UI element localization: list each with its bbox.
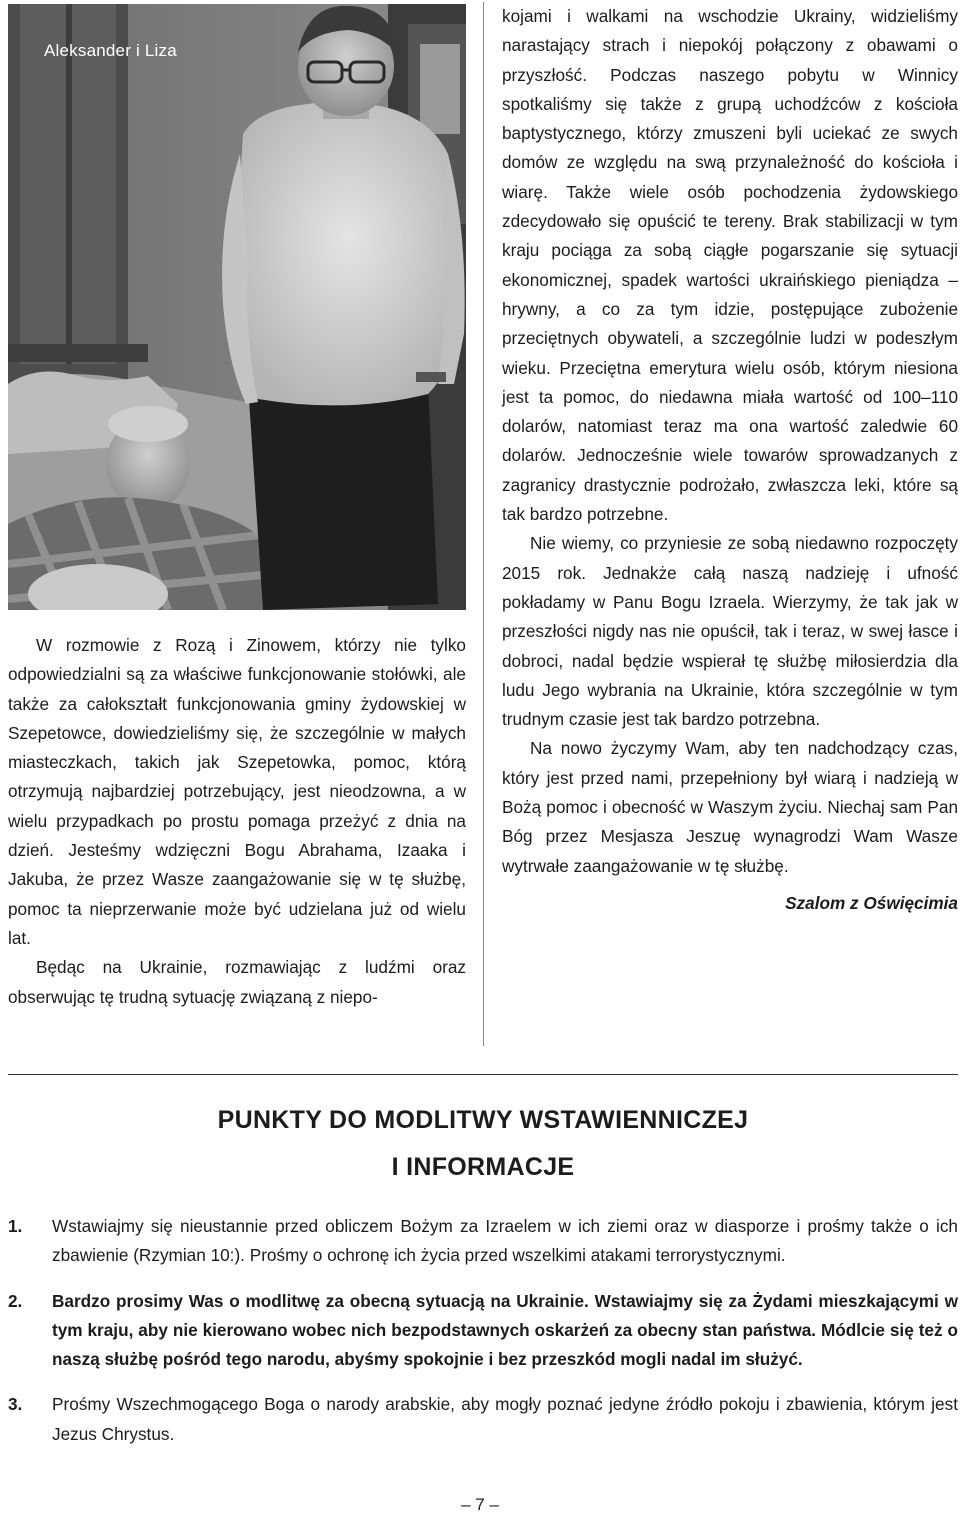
right-paragraph-2: Nie wiemy, co przyniesie ze sobą niedawno rozpoczęty 2015 rok. Jednakże całą naszą nadzieję i ufność pokładamy w Panu Bogu Izraela. Wierzymy, że tak jak w przeszłości nigdy nas nie opuścił, tak i teraz, w swej łasce i dobroci, nadal będzie wspierał tę służbę miłosierdzia dla ludu Jego wybrania na Ukrainie, która szczególnie w tym trudnym czasie jest tak bardzo potrzebna. <box>502 533 958 730</box>
left-paragraph-2: Będąc na Ukrainie, rozmawiając z ludźmi oraz obserwując tę trudną sytuację związaną z niepo- <box>8 957 466 1007</box>
section-heading <box>8 1097 958 1191</box>
right-paragraph-continuation: kojami i walkami na wschodzie Ukrainy, widzieliśmy narastający strach i niepokój połączony z obawami o przyszłość. Podczas naszego pobytu w Winnicy spotkaliśmy się także z grupą uchodźców z kościoła baptystycznego, którzy zmuszeni byli uciekać ze swych domów ze względu na swą przynależność do kościoła i wiarę. Także wiele osób pochodzenia żydowskiego zdecydowało się opuścić te tereny. Brak stabilizacji w tym kraju pociąga za sobą ciągłe pogarszanie się sytuacji ekonomicznej, spadek wartości ukraińskiego pieniądza – hrywny, a co za tym idzie, postępujące zubożenie przeciętnych obywateli, a szczególnie ludzi w podeszłym wieku. Przeciętna emerytura wielu osób, którym niesiona jest ta pomoc, do niedawna miała wartość od 100–110 dolarów, natomiast teraz ma ona wartość zaledwie 60 dolarów. Jednocześnie wiele towarów sprowadzanych z zagranicy drastycznie podrożało, zwłaszcza leki, które są tak bardzo potrzebne. <box>502 6 958 525</box>
photo-caption: Aleksander i Liza <box>44 41 177 60</box>
left-column <box>8 631 466 1012</box>
prayer-point <box>8 1390 958 1449</box>
column-divider <box>483 2 484 1046</box>
section-heading-line-2: I INFORMACJE <box>391 1153 575 1181</box>
right-paragraph-3: Na nowo życzymy Wam, aby ten nadchodzący czas, który jest przed nami, przepełniony był wiarą i nadzieją w Bożą pomoc i obecność w Waszym życiu. Niechaj sam Pan Bóg przez Mesjasza Jeszuę wynagrodzi Wam Wasze wytrwałe zaangażowanie w tę służbę. <box>502 738 958 876</box>
photo-aleksander-liza <box>8 4 466 610</box>
prayer-point-text: Bardzo prosimy Was o modlitwę za obecną sytuacją na Ukrainie. Wstawiajmy się za Żydami mieszkającymi w tym kraju, aby nie kierowano wobec nich bezpodstawnych oskarżeń za obecny stan państwa. Módlcie się też o naszą służbę pośród tego narodu, abyśmy spokojnie i bez przeszkód mogli nadal im służyć. <box>52 1290 958 1370</box>
page-number: – 7 – <box>461 1495 499 1514</box>
photo-illustration <box>8 4 466 610</box>
prayer-point-number: 3. <box>8 1394 23 1415</box>
section-heading-line-1: PUNKTY DO MODLITWY WSTAWIENNICZEJ <box>217 1106 749 1134</box>
left-paragraph-1: W rozmowie z Rozą i Zinowem, którzy nie tylko odpowiedzialni są za właściwe funkcjonowanie stołówki, ale także za całokształt funkcjonowania gminy żydowskiej w Szepetowce, dowiedzieliśmy się, że szczególnie w małych miasteczkach, takich jak Szepetowka, pomoc, którą otrzymują najbardziej potrzebujący, jest nieodzowna, a w wielu przypadkach po prostu pomaga przeżyć z dnia na dzień. Jesteśmy wdzięczni Bogu Abrahama, Izaaka i Jakuba, że przez Wasze zaangażowanie się w tę służbę, pomoc ta nieprzerwanie może być udzielana już od wielu lat. <box>8 635 466 948</box>
prayer-points-list <box>8 1212 958 1465</box>
prayer-point <box>8 1287 958 1375</box>
signature: Szalom z Oświęcimia <box>785 892 958 913</box>
prayer-point <box>8 1212 958 1271</box>
prayer-point-number: 1. <box>8 1216 23 1236</box>
prayer-point-text: Prośmy Wszechmogącego Boga o narody arabskie, aby mogły poznać jedyne źródło pokoju i zbawienia, którym jest Jezus Chrystus. <box>52 1394 958 1444</box>
prayer-point-text: Wstawiajmy się nieustannie przed obliczem Bożym za Izraelem w ich ziemi oraz w diasporze i prośmy także o ich zbawienie (Rzymian 10:). Prośmy o ochronę ich życia przed wszelkimi atakami terrorystycznymi. <box>52 1216 958 1266</box>
section-divider <box>8 1074 958 1075</box>
right-column <box>502 2 958 918</box>
prayer-point-number: 2. <box>8 1290 23 1311</box>
